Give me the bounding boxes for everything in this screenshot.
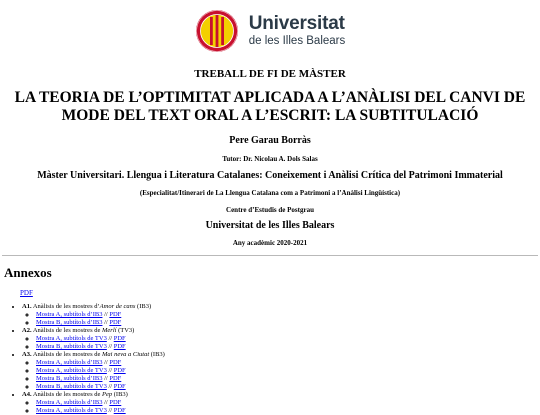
sample-item [36,319,540,327]
logo-main-text: Universitat [248,13,345,35]
master-specialty: (Especialitat/Itinerari de La Llengua Catalana com a Patrimoni a l’Anàlisi Lingüística) [139,189,401,197]
sample-pdf-link[interactable]: PDF [109,375,122,382]
sample-item [36,311,540,319]
sample-separator: // [106,343,114,350]
sample-item [36,375,540,383]
sample-pdf-link[interactable]: PDF [113,367,126,374]
annexes-heading: Annexos [4,265,52,280]
thesis-author: Pere Garau Borràs [229,135,311,146]
sample-subtitles-link[interactable]: Mostra A, subtítols d’IB3 [36,359,103,366]
annex-code: A2. [22,327,32,334]
annex-channel: (IB3) [149,351,165,358]
sample-separator: // [106,407,114,414]
sample-separator: // [102,359,110,366]
annexes-pdf-link[interactable]: PDF [20,289,33,297]
sample-pdf-link[interactable]: PDF [109,311,122,318]
annex-item [22,327,540,351]
annex-work-title: Amor de cans [99,303,136,310]
sample-subtitles-link[interactable]: Mostra A, subtítols de TV3 [36,335,107,342]
annex-sample-list [22,311,540,327]
sample-separator: // [102,399,110,406]
sample-subtitles-link[interactable]: Mostra B, subtítols d’IB3 [36,319,103,326]
annex-work-title: Merlí [102,327,117,334]
annex-channel: (TV3) [116,327,135,334]
annex-sample-list [22,399,540,415]
sample-subtitles-link[interactable]: Mostra A, subtítols d’IB3 [36,311,103,318]
annex-channel: (IB3) [135,303,152,310]
sample-subtitles-link[interactable]: Mostra A, subtítols d’IB3 [36,399,103,406]
sample-item [36,407,540,415]
annex-code: A4. [22,391,32,398]
sample-item [36,383,540,391]
university-name: Universitat de les Illes Balears [205,220,335,231]
annex-prefix: Anàlisis de les mostres de [31,327,102,334]
section-divider [2,255,538,256]
annex-item [22,351,540,391]
sample-separator: // [102,319,110,326]
sample-item [36,359,540,367]
annex-work-title: Pep [102,391,113,398]
sample-subtitles-link[interactable]: Mostra B, subtítols de TV3 [36,383,107,390]
sample-separator: // [106,367,114,374]
annex-list [0,303,540,415]
thesis-title: LA TEORIA DE L’OPTIMITAT APLICADA A L’ANÀLISI DEL CANVI DE MODE DEL TEXT ORAL A L’ESCRIT: LA SUBTITULACIÓ [14,89,526,124]
thesis-tutor: Tutor: Dr. Nicolau A. Dols Salas [222,155,318,163]
sample-pdf-link[interactable]: PDF [109,319,122,326]
annex-work-title: Mai neva a Ciutat [102,351,150,358]
annex-sample-list [22,335,540,351]
sample-pdf-link[interactable]: PDF [113,407,126,414]
sample-separator: // [102,375,110,382]
sample-separator: // [106,335,114,342]
sample-subtitles-link[interactable]: Mostra B, subtítols de TV3 [36,343,107,350]
sample-item [36,367,540,375]
annex-code: A1. [22,303,32,310]
sample-item [36,335,540,343]
sample-subtitles-link[interactable]: Mostra A, subtítols de TV3 [36,407,107,414]
annex-item [22,391,540,415]
university-wordmark [249,14,346,48]
annex-item [22,303,540,327]
sample-subtitles-link[interactable]: Mostra B, subtítols d’IB3 [36,375,103,382]
logo-sub-text: de les Illes Balears [248,35,346,48]
university-logo[interactable] [0,0,540,56]
annex-channel: (IB3) [112,391,128,398]
annex-sample-list [22,359,540,391]
sample-pdf-link[interactable]: PDF [109,399,122,406]
university-seal-icon [195,9,239,53]
thesis-kind: TREBALL DE FI DE MÀSTER [194,68,346,80]
sample-pdf-link[interactable]: PDF [113,383,126,390]
master-program: Màster Universitari. Llengua i Literatura Catalanes: Coneixement i Anàlisi Crítica del Patrimoni Immaterial [37,170,503,181]
sample-item [36,343,540,351]
sample-separator: // [106,383,114,390]
annex-prefix: Anàlisis de les mostres de [31,391,102,398]
annex-prefix: Anàlisis de les mostres d’ [31,303,100,310]
annex-code: A3. [22,351,32,358]
sample-separator: // [102,311,110,318]
sample-pdf-link[interactable]: PDF [113,335,126,342]
sample-subtitles-link[interactable]: Mostra A, subtítols de TV3 [36,367,107,374]
annex-prefix: Anàlisis de les mostres de [31,351,102,358]
sample-pdf-link[interactable]: PDF [109,359,122,366]
academic-year: Any acadèmic 2020-2021 [232,239,308,247]
study-centre: Centre d’Estudis de Postgrau [226,206,314,214]
sample-pdf-link[interactable]: PDF [113,343,126,350]
sample-item [36,399,540,407]
